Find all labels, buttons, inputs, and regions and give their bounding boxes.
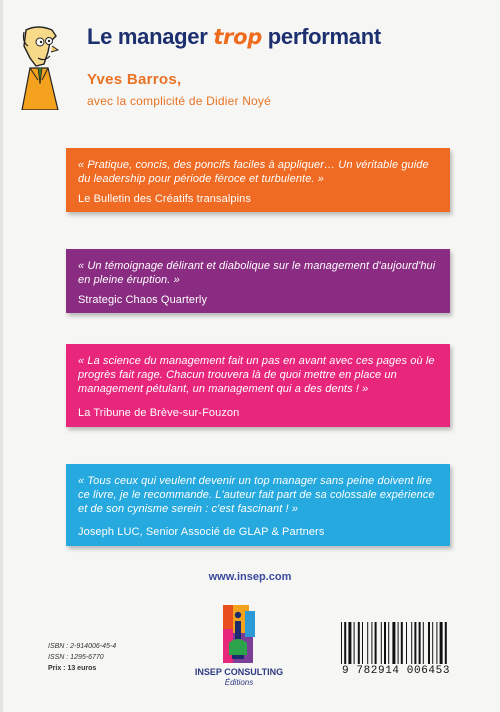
quote-box-3 bbox=[66, 344, 450, 427]
quote-source: Le Bulletin des Créatifs transalpins bbox=[78, 193, 251, 205]
publisher-name: INSEP CONSULTING bbox=[194, 667, 284, 677]
barcode-number: 9 782914 006453 bbox=[342, 665, 451, 677]
quote-source: Strategic Chaos Quarterly bbox=[78, 294, 208, 306]
quote-source: La Tribune de Brève-sur-Fouzon bbox=[78, 407, 240, 419]
publisher-sub: Éditions bbox=[224, 678, 254, 687]
quote-source: Joseph LUC, Senior Associé de GLAP & Partners bbox=[78, 526, 325, 538]
bibliographic-info bbox=[48, 641, 116, 674]
isbn-text: ISBN : 2-914006-45-4 bbox=[48, 643, 117, 650]
quote-text: « La science du management fait un pas en avant avec ces pages où le progrès fait rage. Chacun trouvera là de quoi mettre en place un management pétulant, un management qui a des dents ! » bbox=[78, 355, 435, 395]
quote-text: « Pratique, concis, des poncifs faciles à appliquer… Un véritable guide du leadership pour période féroce et turbulente. » bbox=[78, 159, 429, 185]
quote-box-2 bbox=[66, 249, 450, 313]
caricature-avatar bbox=[18, 22, 62, 110]
book-title: Le manager trop performant bbox=[87, 24, 381, 49]
quote-text: « Un témoignage délirant et diabolique sur le management d'aujourd'hui en pleine éruption. » bbox=[78, 260, 436, 286]
quote-box-4 bbox=[66, 464, 450, 546]
author-name: Yves Barros, bbox=[87, 71, 182, 88]
publisher-url[interactable]: www.insep.com bbox=[208, 571, 292, 583]
quote-text: « Tous ceux qui veulent devenir un top manager sans peine doivent lire ce livre, je le recommande. L'auteur fait part de sa colossale expérience et de son cynisme serein : c'est fascinant ! » bbox=[78, 475, 435, 515]
quote-box-1 bbox=[66, 148, 450, 212]
issn-text: ISSN : 1295-6770 bbox=[48, 654, 104, 661]
insep-logo bbox=[221, 605, 257, 665]
coauthor-credit: avec la complicité de Didier Noyé bbox=[87, 94, 272, 108]
price-text: Prix : 13 euros bbox=[48, 665, 97, 672]
